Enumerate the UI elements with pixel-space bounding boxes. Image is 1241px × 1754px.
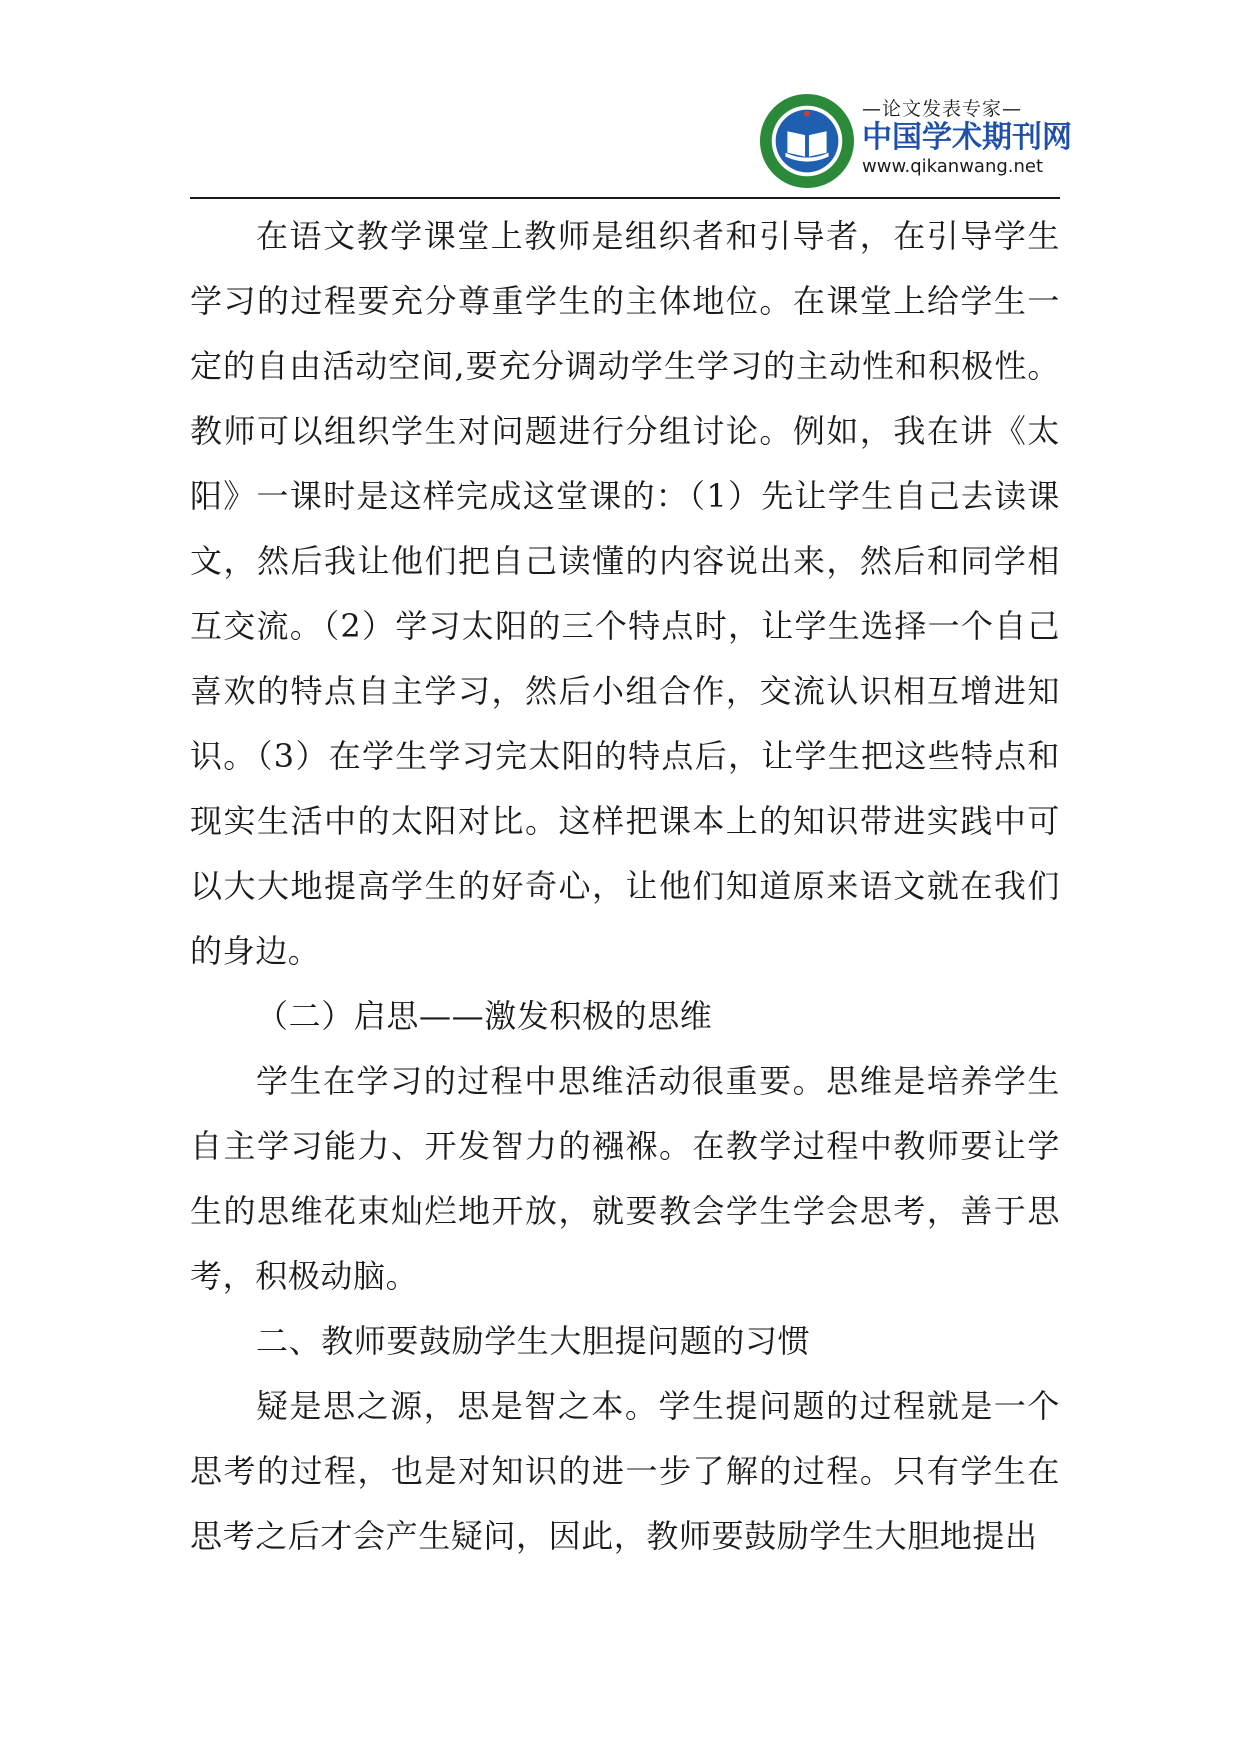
paragraph-3: 疑是思之源，思是智之本。学生提问题的过程就是一个思考的过程，也是对知识的进一步了解的过程。只有学生在思考之后才会产生疑问，因此，教师要鼓励学生大胆地提出 — [190, 1387, 1060, 1555]
logo-name: 中国学术期刊网 — [862, 120, 1072, 155]
document-body — [190, 204, 1060, 1569]
logo-text-block — [862, 98, 1072, 178]
section-heading-qisi: （二）启思——激发积极的思维 — [256, 997, 713, 1035]
paragraph-1: 在语文教学课堂上教师是组织者和引导者，在引导学生学习的过程要充分尊重学生的主体地位。在课堂上给学生一定的自由活动空间,要充分调动学生学习的主动性和积极性。教师可以组织学生对问题进行分组讨论。例如，我在讲《太阳》一课时是这样完成这堂课的：（1）先让学生自己去读课文，然后我让他们把自己读懂的内容说出来，然后和同学相互交流。（2）学习太阳的三个特点时，让学生选择一个自己喜欢的特点自主学习，然后小组合作，交流认识相互增进知识。（3）在学生学习完太阳的特点后，让学生把这些特点和现实生活中的太阳对比。这样把课本上的知识带进实践中可以大大地提高学生的好奇心，让他们知道原来语文就在我们的身边。 — [190, 217, 1060, 970]
page-header — [190, 92, 1072, 200]
book-seal-icon — [758, 92, 856, 190]
header-divider — [190, 197, 1060, 199]
section-heading-2: 二、教师要鼓励学生大胆提问题的习惯 — [256, 1322, 811, 1360]
logo-tagline: —论文发表专家— — [862, 98, 1023, 120]
paragraph-2: 学生在学习的过程中思维活动很重要。思维是培养学生自主学习能力、开发智力的襁褓。在教学过程中教师要让学生的思维花束灿烂地开放，就要教会学生学会思考，善于思考，积极动脑。 — [190, 1062, 1060, 1295]
logo-url: www.qikanwang.net — [862, 156, 1044, 177]
